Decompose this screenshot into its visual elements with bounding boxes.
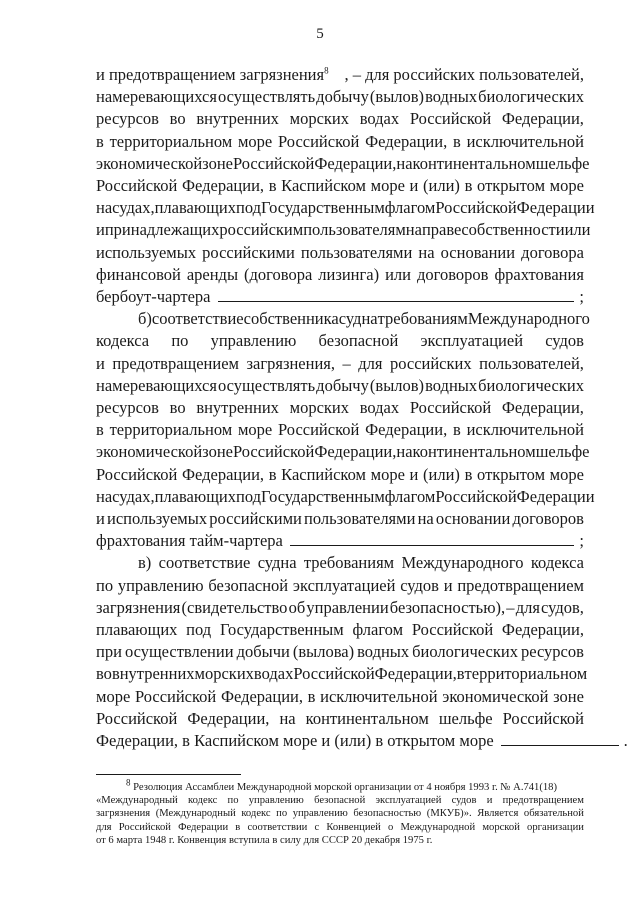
text-line xyxy=(96,530,584,552)
fill-in-blank[interactable] xyxy=(290,530,575,546)
paragraph-item-b xyxy=(96,308,595,552)
footnote-line: от 6 марта 1948 г. Конвенция вступила в силу для СССР 20 декабря 1975 г. xyxy=(96,834,433,846)
text-line-part: Федерации, в Каспийском море и (или) в открытом море xyxy=(96,731,494,751)
text-line: на судах, плавающих под Государственным флагом Российской Федерации xyxy=(96,486,595,506)
end-punct: . xyxy=(623,731,628,751)
footnote-line xyxy=(96,777,584,794)
text-line: при осуществлении добычи (вылова) водных биологических ресурсов xyxy=(96,642,584,662)
text-line: ресурсов во внутренних морских водах Российской Федерации, xyxy=(96,398,584,418)
text-line: экономической зоне Российской Федерации, на континентальном шельфе xyxy=(96,442,590,462)
text-line-part: , – для российских пользователей, xyxy=(344,65,584,84)
text-line: кодекса по управлению безопасной эксплуатацией судов xyxy=(96,331,584,351)
text-line: намеревающихся осуществлять добычу (вылов) водных биологических xyxy=(96,87,584,107)
text-line: финансовой аренды (договора лизинга) или договоров фрахтования xyxy=(96,264,584,284)
text-line: загрязнения (свидетельство об управлении безопасностью), – для судов, xyxy=(96,597,584,617)
text-line: Российской Федерации, на континентальном шельфе Российской xyxy=(96,708,584,728)
footnote-line: загрязнения (Международный кодекс по управлению безопасностью (МКУБ)». Является обязательной xyxy=(96,808,584,820)
text-line: плавающих под Государственным флагом Российской Федерации, xyxy=(96,620,584,640)
text-line: и принадлежащих российским пользователям на праве собственности или xyxy=(96,220,591,240)
text-line: в территориальном море Российской Федерации, в исключительной xyxy=(96,131,584,151)
footnote-marker: 8 xyxy=(126,777,131,788)
text-line: намеревающихся осуществлять добычу (вылов) водных биологических xyxy=(96,375,584,395)
text-line xyxy=(96,64,584,86)
text-line: используемых российскими пользователями на основании договора xyxy=(96,242,584,262)
page-number: 5 xyxy=(316,26,324,42)
text-line: в) соответствие судна требованиям Международного кодекса xyxy=(138,553,584,573)
text-line-part: фрахтования тайм-чартера xyxy=(96,531,283,551)
paragraph-continuation xyxy=(96,64,595,308)
text-line: и предотвращением загрязнения, – для российских пользователей, xyxy=(96,353,584,373)
footnote-line: для Российской Федерации в соответствии с Конвенцией о Международной морской организации xyxy=(96,821,584,833)
text-line: море Российской Федерации, в исключительной экономической зоне xyxy=(96,686,584,706)
text-line-part: бербоут-чартера xyxy=(96,287,211,307)
footnote-divider xyxy=(96,774,241,775)
footnote-line: «Международный кодекс по управлению безопасной эксплуатацией судов и предотвращением xyxy=(96,795,584,807)
footnote xyxy=(96,777,584,847)
text-line: и используемых российскими пользователями на основании договоров xyxy=(96,509,584,529)
text-line: во внутренних морских водах Российской Федерации, в территориальном xyxy=(96,664,588,684)
text-line: экономической зоне Российской Федерации, на континентальном шельфе xyxy=(96,153,590,173)
document-body xyxy=(96,64,628,752)
paragraph-item-v xyxy=(96,552,628,752)
text-line: Российской Федерации, в Каспийском море и (или) в открытом море xyxy=(96,464,584,484)
text-line: на судах, плавающих под Государственным флагом Российской Федерации xyxy=(96,198,595,218)
text-line xyxy=(96,730,628,752)
text-line-part: и предотвращением загрязнения xyxy=(96,65,325,84)
fill-in-blank[interactable] xyxy=(501,730,619,746)
end-punct: ; xyxy=(579,531,584,551)
text-line: по управлению безопасной эксплуатацией судов и предотвращением xyxy=(96,575,584,595)
end-punct: ; xyxy=(579,287,584,307)
text-line: в территориальном море Российской Федерации, в исключительной xyxy=(96,420,584,440)
fill-in-blank[interactable] xyxy=(218,286,575,302)
text-line: Российской Федерации, в Каспийском море и (или) в открытом море xyxy=(96,176,584,196)
text-line xyxy=(96,286,584,308)
footnote-ref[interactable]: 8 xyxy=(324,65,329,76)
text-line: б) соответствие собственника судна требованиям Международного xyxy=(138,309,590,329)
footnote-text: Резолюция Ассамблеи Международной морской организации от 4 ноября 1993 г. № A.741(18) xyxy=(133,782,558,793)
text-line: ресурсов во внутренних морских водах Российской Федерации, xyxy=(96,109,584,129)
